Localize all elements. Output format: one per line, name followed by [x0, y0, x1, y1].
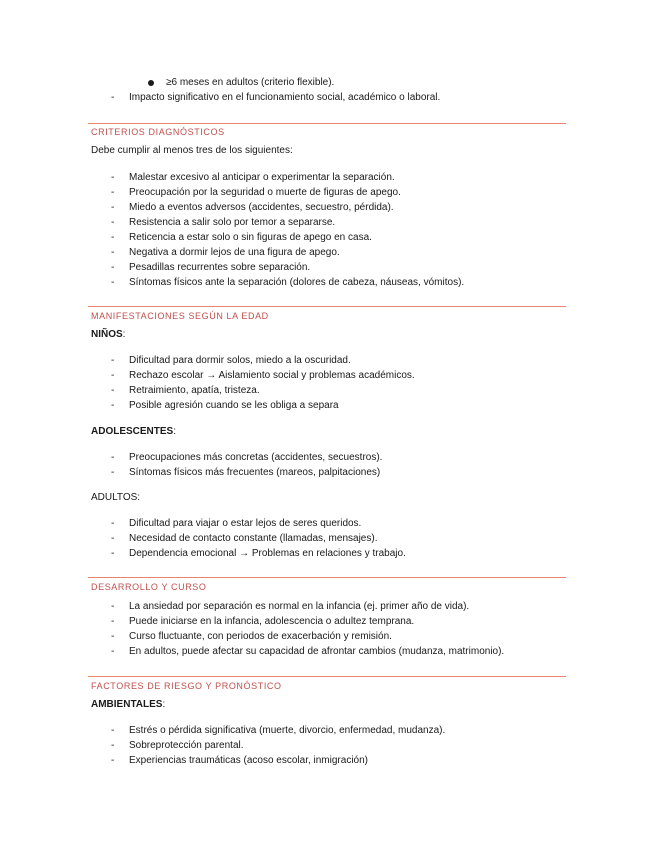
dash-marker: -	[111, 262, 115, 273]
subheading-adolescentes: ADOLESCENTES:	[91, 426, 177, 437]
sub-bullet-text: ≥6 meses en adultos (criterio flexible).	[166, 77, 335, 88]
dash-marker: -	[111, 202, 115, 213]
dash-marker: -	[111, 548, 115, 559]
dash-marker: -	[111, 400, 115, 411]
dash-marker: -	[111, 646, 115, 657]
dash-marker: -	[111, 217, 115, 228]
dash-marker: -	[111, 370, 115, 381]
dash-marker: -	[111, 92, 115, 103]
criterios-intro: Debe cumplir al menos tres de los siguientes:	[91, 145, 293, 156]
section-heading-desarrollo: DESARROLLO Y CURSO	[91, 582, 207, 592]
dash-marker: -	[111, 601, 115, 612]
bullet-dot-icon	[148, 80, 154, 86]
dash-marker: -	[111, 277, 115, 288]
dash-marker: -	[111, 631, 115, 642]
dash-marker: -	[111, 355, 115, 366]
section-divider	[88, 676, 566, 677]
dash-marker: -	[111, 232, 115, 243]
section-heading-manifestaciones: MANIFESTACIONES SEGÚN LA EDAD	[91, 311, 269, 321]
document-page: ≥6 meses en adultos (criterio flexible). - Impacto significativo en el funcionamiento social, académico o laboral. CRITERIOS DIAGNÓSTICOS Debe cumplir al menos tres de los siguientes: - Malestar excesivo al anticipar o experimentar la separación. - Preocupación por la seguridad o muerte de figuras de apego. - Miedo a eventos adversos (accidentes, secuestro, pérdida). - Resistencia a salir solo por temor a separarse. - Reticencia a estar solo o sin figuras de apego en casa. - Negativa a dormir lejos de una figura de apego. - Pesadillas recurrentes sobre separación. - Síntomas físicos ante la separación (dolores de cabeza, náuseas, vómitos). MANIFESTACIONES SEGÚN LA EDAD NIÑOS: - Dificultad para dormir solos, miedo a la oscuridad. - Rechazo escolar → Aislamiento social y problemas académicos. - Retraimiento, apatía, tristeza. - Posible agresión cuando se les obliga a separa ADOLESCENTES: - Preocupaciones más concretas (accidentes, secuestros). - Síntomas físicos más frecuentes (mareos, palpitaciones) ADULTOS: - Dificultad para viajar o estar lejos de seres queridos. - Necesidad de contacto constante (llamadas, mensajes). - Dependencia emocional → Problemas en relaciones y trabajo. DESARROLLO Y CURSO - La ansiedad por separación es normal en la infancia (ej. primer año de vida). - Puede iniciarse en la infancia, adolescencia o adultez temprana. - Curso fluctuante, con periodos de exacerbación y remisión. - En adultos, puede afectar su capacidad de afrontar cambios (mudanza, matrimonio). FACTORES DE RIESGO Y PRONÓSTICO AMBIENTALES: - Estrés o pérdida significativa (muerte, divorcio, enfermedad, mudanza). - Sobreprotección parental. - Experiencias traumáticas (acoso escolar, inmigración)	[0, 0, 655, 848]
dash-marker: -	[111, 725, 115, 736]
dash-marker: -	[111, 467, 115, 478]
dash-marker: -	[111, 385, 115, 396]
subheading-adultos: ADULTOS:	[91, 492, 141, 503]
dash-marker: -	[111, 533, 115, 544]
section-heading-criterios: CRITERIOS DIAGNÓSTICOS	[91, 127, 225, 137]
dash-marker: -	[111, 740, 115, 751]
section-divider	[88, 577, 566, 578]
dash-marker: -	[111, 452, 115, 463]
dash-marker: -	[111, 616, 115, 627]
section-heading-factores: FACTORES DE RIESGO Y PRONÓSTICO	[91, 681, 282, 691]
subheading-ninos: NIÑOS:	[91, 329, 126, 340]
section-divider	[88, 123, 566, 124]
dash-marker: -	[111, 518, 115, 529]
dash-marker: -	[111, 755, 115, 766]
dash-marker: -	[111, 187, 115, 198]
subheading-ambientales: AMBIENTALES:	[91, 699, 166, 710]
dash-marker: -	[111, 172, 115, 183]
dash-marker: -	[111, 247, 115, 258]
section-divider	[88, 306, 566, 307]
